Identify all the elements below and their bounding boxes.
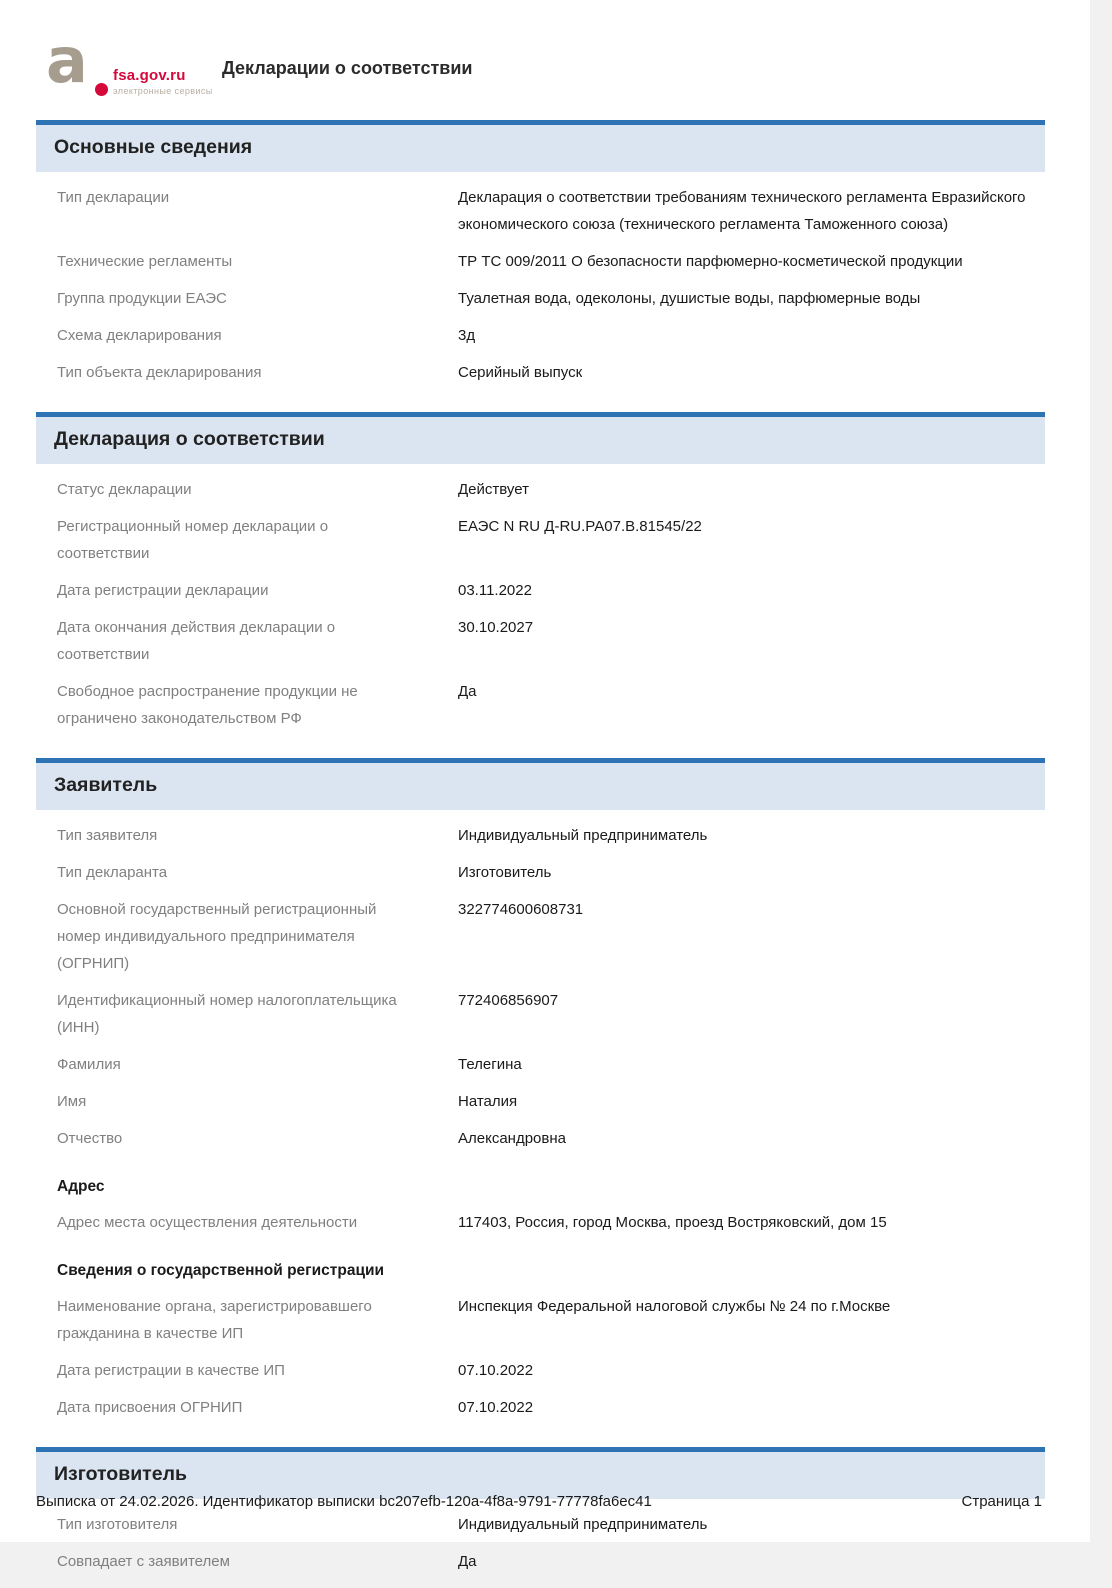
- field-value: Серийный выпуск: [458, 364, 583, 381]
- field-row: [36, 1046, 1045, 1083]
- section-heading: Основные сведения: [36, 120, 1045, 172]
- field-value: Телегина: [458, 1056, 522, 1073]
- subsection-heading: Сведения о государственной регистрации: [57, 1262, 385, 1279]
- field-value: Александровна: [458, 1130, 566, 1147]
- field-label: Тип заявителя: [57, 827, 158, 844]
- field-row: [36, 1506, 1045, 1543]
- field-value: 03.11.2022: [458, 582, 532, 599]
- section-heading: Декларация о соответствии: [36, 412, 1045, 464]
- field-value: Туалетная вода, одеколоны, душистые воды, парфюмерные воды: [458, 290, 921, 307]
- field-row: [36, 1543, 1045, 1580]
- field-value: Индивидуальный предприниматель: [458, 827, 708, 844]
- field-label: Тип декларации: [57, 189, 170, 206]
- field-label: Адрес места осуществления деятельности: [57, 1214, 358, 1231]
- section-rows: [36, 464, 1045, 745]
- fsa-logo-text: [113, 67, 213, 96]
- field-label: Схема декларирования: [57, 327, 222, 344]
- field-value: 30.10.2027: [458, 619, 534, 636]
- field-row: [36, 572, 1045, 609]
- subsection-heading: Адрес: [57, 1178, 105, 1195]
- field-row: [36, 1083, 1045, 1120]
- footer-page-number: Страница 1: [961, 1493, 1042, 1510]
- document-header: [0, 0, 1090, 120]
- field-row: [36, 982, 1045, 1046]
- field-label: Основной государственный регистрационный номер индивидуального предпринимателя (ОГРНИП): [57, 901, 377, 972]
- field-row: [36, 179, 1045, 243]
- field-label: Отчество: [57, 1130, 123, 1147]
- field-label: Группа продукции ЕАЭС: [57, 290, 227, 307]
- field-label: Дата регистрации в качестве ИП: [57, 1362, 285, 1379]
- field-label: Регистрационный номер декларации о соответствии: [57, 518, 329, 562]
- field-row: [36, 243, 1045, 280]
- field-row: [36, 1389, 1045, 1426]
- document-section: [36, 412, 1045, 745]
- field-row: [36, 317, 1045, 354]
- field-value: Инспекция Федеральной налоговой службы № 24 по г.Москве: [458, 1298, 891, 1315]
- field-label: Дата присвоения ОГРНИП: [57, 1399, 243, 1416]
- field-value: Изготовитель: [458, 864, 552, 881]
- field-label: Технические регламенты: [57, 253, 233, 270]
- field-label: Тип изготовителя: [57, 1516, 178, 1533]
- field-label: Дата регистрации декларации: [57, 582, 269, 599]
- fsa-logo-tagline: электронные сервисы: [113, 86, 213, 96]
- document-section: [36, 120, 1045, 399]
- field-row: [36, 1120, 1045, 1157]
- field-value: 772406856907: [458, 992, 559, 1009]
- field-label: Фамилия: [57, 1056, 121, 1073]
- field-row: [36, 854, 1045, 891]
- page-title: Декларации о соответствии: [222, 58, 473, 78]
- document-section: [36, 1447, 1045, 1588]
- field-row: [36, 673, 1045, 737]
- field-row: [36, 280, 1045, 317]
- field-value: ЕАЭС N RU Д-RU.РА07.В.81545/22: [458, 518, 702, 535]
- field-value: 07.10.2022: [458, 1399, 534, 1416]
- document-footer: [36, 1493, 1042, 1510]
- section-heading: Заявитель: [36, 758, 1045, 810]
- field-row: [36, 471, 1045, 508]
- fsa-logo: [46, 24, 248, 108]
- field-label: Дата окончания действия декларации о соответствии: [57, 619, 336, 663]
- field-value: Декларация о соответствии требованиям технического регламента Евразийского экономического союза (технического регламента Таможенного союза): [458, 189, 1026, 233]
- field-value: Действует: [458, 481, 529, 498]
- field-value: ТР ТС 009/2011 О безопасности парфюмерно-косметической продукции: [458, 253, 963, 270]
- field-value: Наталия: [458, 1093, 518, 1110]
- field-value: Да: [458, 1553, 477, 1570]
- fsa-logo-letter-icon: а: [46, 24, 88, 97]
- field-value: 322774600608731: [458, 901, 584, 918]
- field-label: Идентификационный номер налогоплательщика (ИНН): [57, 992, 397, 1036]
- field-row: [36, 891, 1045, 982]
- field-label: Наименование органа, зарегистрировавшего гражданина в качестве ИП: [57, 1298, 372, 1342]
- field-label: Совпадает с заявителем: [57, 1553, 230, 1570]
- field-row: [36, 817, 1045, 854]
- document-sections: [36, 120, 1045, 1588]
- field-value: 117403, Россия, город Москва, проезд Востряковский, дом 15: [458, 1214, 887, 1231]
- fsa-logo-dot-icon: [95, 83, 108, 96]
- field-label: Свободное распространение продукции не ограничено законодательством РФ: [57, 683, 358, 727]
- field-value: Да: [458, 683, 477, 700]
- field-row: [36, 1204, 1045, 1241]
- section-rows: [36, 810, 1045, 1434]
- field-label: Статус декларации: [57, 481, 192, 498]
- section-rows: [36, 1499, 1045, 1588]
- field-row: [36, 1288, 1045, 1352]
- field-row: [36, 1352, 1045, 1389]
- field-row: [36, 508, 1045, 572]
- fsa-logo-brand: fsa.gov.ru: [113, 67, 186, 84]
- footer-extract-info: Выписка от 24.02.2026. Идентификатор выписки bc207efb-120a-4f8a-9791-77778fa6ec41: [36, 1493, 652, 1510]
- section-rows: [36, 172, 1045, 399]
- field-row: [36, 354, 1045, 391]
- document-section: [36, 758, 1045, 1434]
- section-heading: Изготовитель: [36, 1447, 1045, 1499]
- field-value: 07.10.2022: [458, 1362, 534, 1379]
- field-label: Имя: [57, 1093, 87, 1110]
- field-value: 3д: [458, 327, 476, 344]
- field-value: Индивидуальный предприниматель: [458, 1516, 708, 1533]
- field-label: Тип объекта декларирования: [57, 364, 262, 381]
- field-label: Тип декларанта: [57, 864, 168, 881]
- field-row: [36, 609, 1045, 673]
